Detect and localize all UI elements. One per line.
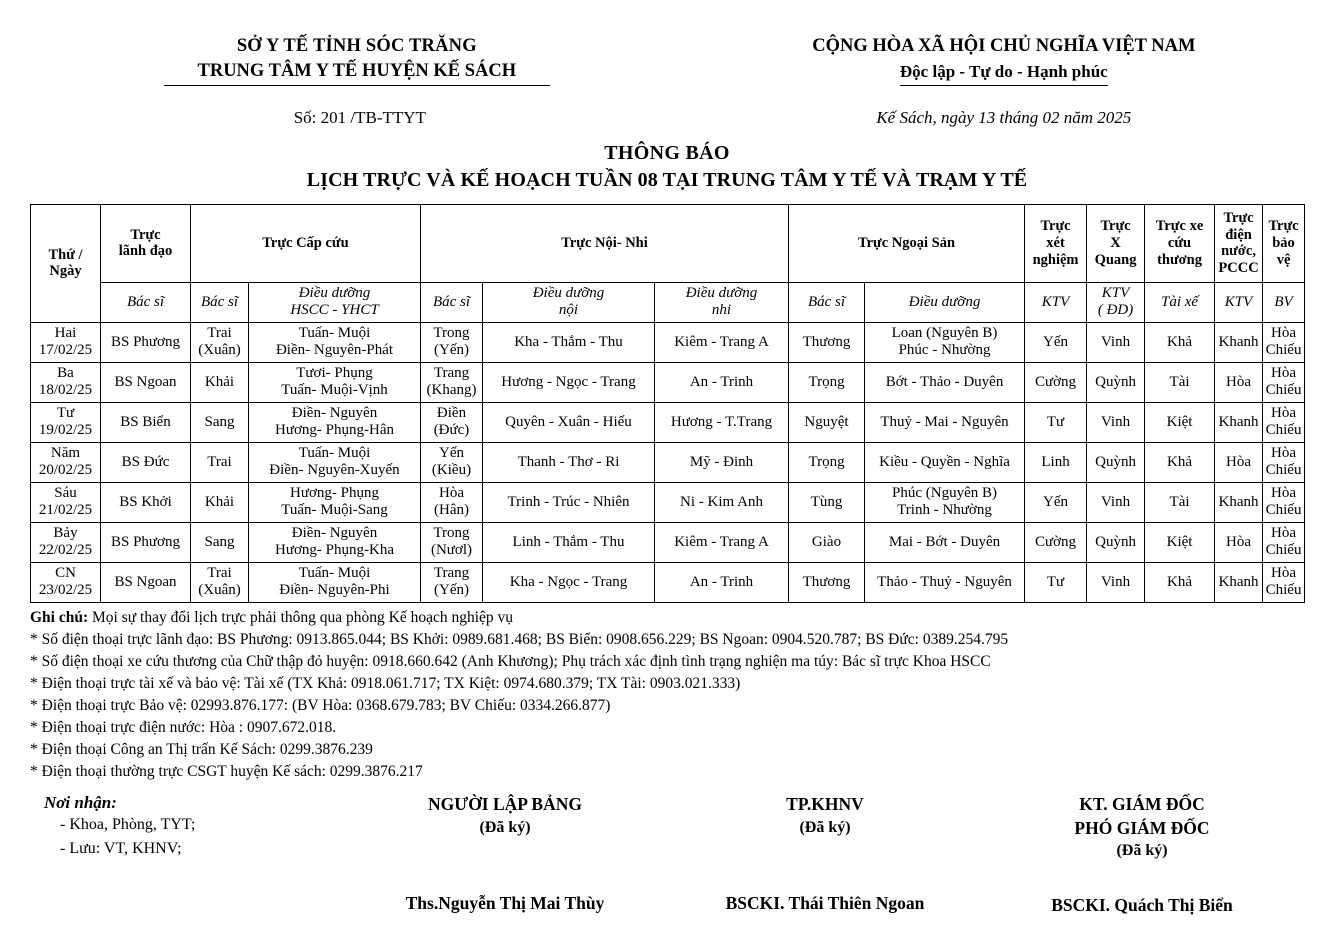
subcol-leader-doctor: Bác sĩ	[101, 282, 191, 322]
cell-internal-doctor: Trang (Yến)	[421, 562, 483, 602]
center-name-text: TRUNG TÂM Y TẾ HUYỆN KẾ SÁCH	[164, 59, 551, 86]
place-and-date: Kế Sách, ngày 13 tháng 02 năm 2025	[876, 107, 1132, 127]
table-row	[31, 562, 1305, 602]
signature-signed-mark: (Đã ký)	[799, 818, 851, 836]
cell-internal-nurse: Kha - Thắm - Thu	[483, 322, 655, 362]
cell-ambulance-driver: Khả	[1145, 322, 1215, 362]
signature-area	[30, 793, 1304, 916]
national-title: CỘNG HÒA XÃ HỘI CHỦ NGHĨA VIỆT NAM	[812, 36, 1196, 56]
signature-title-line1: KT. GIÁM ĐỐC	[1079, 793, 1205, 814]
signature-title: NGƯỜI LẬP BẢNG	[428, 793, 582, 814]
cell-lab: Cường	[1025, 522, 1087, 562]
subcol-driver: Tài xế	[1145, 282, 1215, 322]
cell-internal-doctor: Yến (Kiều)	[421, 442, 483, 482]
cell-xray: Quỳnh	[1087, 362, 1145, 402]
cell-security: Hòa Chiếu	[1263, 442, 1305, 482]
cell-day: Năm 20/02/25	[31, 442, 101, 482]
table-group-header-row	[31, 204, 1305, 282]
cell-surgery-nurse: Thảo - Thuỷ - Nguyên	[865, 562, 1025, 602]
cell-emergency-nurse: Điền- Nguyên Hương- Phụng-Hân	[249, 402, 421, 442]
note-line: * Điện thoại trực Bảo vệ: 02993.876.177: (BV Hòa: 0368.679.783; BV Chiếu: 0334.266.877)	[30, 696, 611, 714]
note-line: * Điện thoại trực tài xế và bảo vệ: Tài xế (TX Khả: 0918.061.717; TX Kiệt: 0974.680.379; TX Tài: 0903.021.333)	[30, 674, 741, 692]
cell-internal-nurse: Hương - Ngọc - Trang	[483, 362, 655, 402]
national-motto	[674, 60, 1334, 86]
cell-ambulance-driver: Khả	[1145, 562, 1215, 602]
cell-utility: Khanh	[1215, 322, 1263, 362]
signature-name: BSCKI. Thái Thiên Ngoan	[725, 892, 925, 913]
note-line: * Điện thoại trực điện nước: Hòa : 0907.672.018.	[30, 718, 337, 736]
signature-title-line2: PHÓ GIÁM ĐỐC	[1074, 817, 1210, 838]
cell-internal-nurse: Kha - Ngọc - Trang	[483, 562, 655, 602]
subcol-surgery-doctor: Bác sĩ	[789, 282, 865, 322]
recipient-item: - Khoa, Phòng, TYT;	[60, 815, 196, 833]
cell-utility: Khanh	[1215, 562, 1263, 602]
cell-surgery-nurse: Kiều - Quyền - Nghĩa	[865, 442, 1025, 482]
cell-leader: BS Phương	[101, 322, 191, 362]
cell-surgery-doctor: Nguyệt	[789, 402, 865, 442]
cell-day: Tư 19/02/25	[31, 402, 101, 442]
subcol-emergency-doctor: Bác sĩ	[191, 282, 249, 322]
cell-emergency-doctor: Sang	[191, 402, 249, 442]
recipient-item: - Lưu: VT, KHNV;	[60, 839, 182, 857]
cell-internal-nurse: Thanh - Thơ - Ri	[483, 442, 655, 482]
cell-leader: BS Ngoan	[101, 562, 191, 602]
cell-emergency-nurse: Tươi- Phụng Tuấn- Muội-Vịnh	[249, 362, 421, 402]
signature-deputy-director	[980, 793, 1304, 916]
table-body	[31, 322, 1305, 602]
table-head	[31, 204, 1305, 322]
cell-emergency-nurse: Tuấn- Muội Điền- Nguyên-Phi	[249, 562, 421, 602]
col-header-day: Thứ / Ngày	[31, 204, 101, 322]
cell-pediatric-nurse: Kiêm - Trang A	[655, 522, 789, 562]
table-row	[31, 482, 1305, 522]
cell-surgery-doctor: Trọng	[789, 362, 865, 402]
subcol-utility-technician: KTV	[1215, 282, 1263, 322]
cell-utility: Khanh	[1215, 482, 1263, 522]
cell-internal-doctor: Điền (Đức)	[421, 402, 483, 442]
cell-ambulance-driver: Tài	[1145, 362, 1215, 402]
table-row	[31, 362, 1305, 402]
cell-pediatric-nurse: Ni - Kim Anh	[655, 482, 789, 522]
cell-day: Bảy 22/02/25	[31, 522, 101, 562]
cell-emergency-doctor: Khải	[191, 362, 249, 402]
subcol-pediatric-nurse: Điều dưỡng nhi	[655, 282, 789, 322]
cell-ambulance-driver: Kiệt	[1145, 522, 1215, 562]
cell-internal-nurse: Trinh - Trúc - Nhiên	[483, 482, 655, 522]
note-line: * Số điện thoại trực lãnh đạo: BS Phương: 0913.865.044; BS Khởi: 0989.681.468; BS Biển: 0908.656.229; BS Ngoan: 0904.520.787; BS Đức: 0389.254.795	[30, 630, 1009, 648]
cell-leader: BS Biển	[101, 402, 191, 442]
note-lead-text: Mọi sự thay đổi lịch trực phải thông qua phòng Kế hoạch nghiệp vụ	[88, 608, 514, 626]
cell-emergency-doctor: Trai	[191, 442, 249, 482]
signature-signed-mark: (Đã ký)	[479, 818, 531, 836]
signature-title: TP.KHNV	[786, 793, 864, 814]
cell-day: Sáu 21/02/25	[31, 482, 101, 522]
cell-day: Ba 18/02/25	[31, 362, 101, 402]
cell-emergency-nurse: Điền- Nguyên Hương- Phụng-Kha	[249, 522, 421, 562]
col-header-internal-pediatrics: Trực Nội- Nhi	[421, 204, 789, 282]
cell-lab: Tư	[1025, 562, 1087, 602]
cell-day: CN 23/02/25	[31, 562, 101, 602]
page-title: THÔNG BÁO	[604, 141, 730, 164]
subcol-lab-technician: KTV	[1025, 282, 1087, 322]
cell-emergency-doctor: Khải	[191, 482, 249, 522]
cell-surgery-doctor: Tùng	[789, 482, 865, 522]
roster-table-wrapper	[30, 204, 1304, 603]
subcol-emergency-nurse: Điều dưỡng HSCC - YHCT	[249, 282, 421, 322]
cell-surgery-nurse: Thuỷ - Mai - Nguyên	[865, 402, 1025, 442]
title-block	[0, 142, 1334, 192]
cell-security: Hòa Chiếu	[1263, 562, 1305, 602]
header-left-block	[0, 34, 674, 128]
page-subtitle: LỊCH TRỰC VÀ KẾ HOẠCH TUẦN 08 TẠI TRUNG TÂM Y TẾ VÀ TRẠM Y TẾ	[306, 168, 1028, 191]
cell-internal-doctor: Trong (Nươl)	[421, 522, 483, 562]
cell-lab: Yến	[1025, 482, 1087, 522]
duty-roster-table	[30, 204, 1305, 603]
cell-surgery-doctor: Thương	[789, 562, 865, 602]
cell-utility: Hòa	[1215, 362, 1263, 402]
department-name: SỞ Y TẾ TỈNH SÓC TRĂNG	[236, 36, 477, 56]
signature-signed-mark: (Đã ký)	[1116, 842, 1168, 860]
document-header	[0, 0, 1334, 128]
notes-section	[30, 607, 1304, 783]
cell-leader: BS Đức	[101, 442, 191, 482]
national-motto-text: Độc lập - Tự do - Hạnh phúc	[900, 60, 1108, 86]
cell-lab: Linh	[1025, 442, 1087, 482]
cell-leader: BS Phương	[101, 522, 191, 562]
cell-pediatric-nurse: Kiêm - Trang A	[655, 322, 789, 362]
recipients-block	[30, 793, 340, 916]
cell-ambulance-driver: Kiệt	[1145, 402, 1215, 442]
cell-pediatric-nurse: An - Trinh	[655, 362, 789, 402]
cell-surgery-nurse: Bớt - Thảo - Duyên	[865, 362, 1025, 402]
cell-internal-nurse: Quyên - Xuân - Hiếu	[483, 402, 655, 442]
subcol-internal-doctor: Bác sĩ	[421, 282, 483, 322]
document-number: Số: 201 /TB-TTYT	[293, 107, 426, 127]
cell-leader: BS Khởi	[101, 482, 191, 522]
cell-lab: Cường	[1025, 362, 1087, 402]
notes-list	[30, 629, 1304, 783]
cell-ambulance-driver: Khả	[1145, 442, 1215, 482]
cell-internal-nurse: Linh - Thắm - Thu	[483, 522, 655, 562]
note-line: * Điện thoại Công an Thị trấn Kế Sách: 0299.3876.239	[30, 740, 373, 758]
table-row	[31, 442, 1305, 482]
cell-emergency-nurse: Tuấn- Muội Điền- Nguyên-Xuyến	[249, 442, 421, 482]
cell-leader: BS Ngoan	[101, 362, 191, 402]
cell-internal-doctor: Trong (Yến)	[421, 322, 483, 362]
cell-xray: Vinh	[1087, 402, 1145, 442]
signature-name: Ths.Nguyễn Thị Mai Thùy	[405, 892, 605, 913]
cell-utility: Hòa	[1215, 442, 1263, 482]
table-row	[31, 522, 1305, 562]
cell-emergency-doctor: Sang	[191, 522, 249, 562]
cell-pediatric-nurse: An - Trinh	[655, 562, 789, 602]
table-row	[31, 322, 1305, 362]
signature-khnv-head	[670, 793, 980, 916]
col-header-utility: Trực điện nước, PCCC	[1215, 204, 1263, 282]
cell-emergency-doctor: Trai (Xuân)	[191, 562, 249, 602]
cell-xray: Vinh	[1087, 482, 1145, 522]
note-line: * Điện thoại thường trực CSGT huyện Kế sách: 0299.3876.217	[30, 762, 423, 780]
cell-security: Hòa Chiếu	[1263, 482, 1305, 522]
subcol-xray-technician: KTV ( ĐD)	[1087, 282, 1145, 322]
col-header-surgery-obstetrics: Trực Ngoại Sản	[789, 204, 1025, 282]
cell-surgery-nurse: Mai - Bớt - Duyên	[865, 522, 1025, 562]
cell-internal-doctor: Trang (Khang)	[421, 362, 483, 402]
cell-security: Hòa Chiếu	[1263, 322, 1305, 362]
col-header-ambulance: Trực xe cứu thương	[1145, 204, 1215, 282]
cell-surgery-doctor: Trọng	[789, 442, 865, 482]
col-header-lab: Trực xét nghiệm	[1025, 204, 1087, 282]
cell-surgery-doctor: Giào	[789, 522, 865, 562]
table-sub-header-row	[31, 282, 1305, 322]
cell-emergency-nurse: Hương- Phụng Tuấn- Muội-Sang	[249, 482, 421, 522]
cell-surgery-doctor: Thương	[789, 322, 865, 362]
recipients-title: Nơi nhận:	[44, 792, 117, 812]
note-line: * Số điện thoại xe cứu thương của Chữ thập đỏ huyện: 0918.660.642 (Anh Khương); Phụ trách xác định tình trạng nghiện ma túy: Bác sĩ trực Khoa HSCC	[30, 652, 991, 670]
cell-xray: Quỳnh	[1087, 522, 1145, 562]
cell-security: Hòa Chiếu	[1263, 362, 1305, 402]
cell-day: Hai 17/02/25	[31, 322, 101, 362]
cell-emergency-doctor: Trai (Xuân)	[191, 322, 249, 362]
col-header-security: Trực bảo vệ	[1263, 204, 1305, 282]
cell-security: Hòa Chiếu	[1263, 522, 1305, 562]
signature-name: BSCKI. Quách Thị Biển	[1051, 895, 1233, 916]
cell-security: Hòa Chiếu	[1263, 402, 1305, 442]
note-heading	[30, 607, 1304, 629]
cell-xray: Vinh	[1087, 562, 1145, 602]
col-header-leader: Trực lãnh đạo	[101, 204, 191, 282]
col-header-xray: Trực X Quang	[1087, 204, 1145, 282]
cell-xray: Quỳnh	[1087, 442, 1145, 482]
subcol-surgery-nurse: Điều dưỡng	[865, 282, 1025, 322]
cell-pediatric-nurse: Mỹ - Đinh	[655, 442, 789, 482]
note-label: Ghi chú:	[30, 608, 89, 626]
cell-lab: Yến	[1025, 322, 1087, 362]
cell-utility: Hòa	[1215, 522, 1263, 562]
cell-xray: Vinh	[1087, 322, 1145, 362]
signature-preparer	[340, 793, 670, 916]
center-name	[40, 59, 674, 86]
cell-utility: Khanh	[1215, 402, 1263, 442]
header-right-block	[674, 34, 1334, 128]
cell-surgery-nurse: Phúc (Nguyên B) Trinh - Nhường	[865, 482, 1025, 522]
table-row	[31, 402, 1305, 442]
cell-surgery-nurse: Loan (Nguyên B) Phúc - Nhường	[865, 322, 1025, 362]
cell-internal-doctor: Hòa (Hân)	[421, 482, 483, 522]
cell-pediatric-nurse: Hương - T.Trang	[655, 402, 789, 442]
col-header-emergency: Trực Cấp cứu	[191, 204, 421, 282]
cell-emergency-nurse: Tuấn- Muội Điền- Nguyên-Phát	[249, 322, 421, 362]
subcol-internal-nurse: Điều dưỡng nội	[483, 282, 655, 322]
cell-ambulance-driver: Tài	[1145, 482, 1215, 522]
subcol-security-guard: BV	[1263, 282, 1305, 322]
cell-lab: Tư	[1025, 402, 1087, 442]
